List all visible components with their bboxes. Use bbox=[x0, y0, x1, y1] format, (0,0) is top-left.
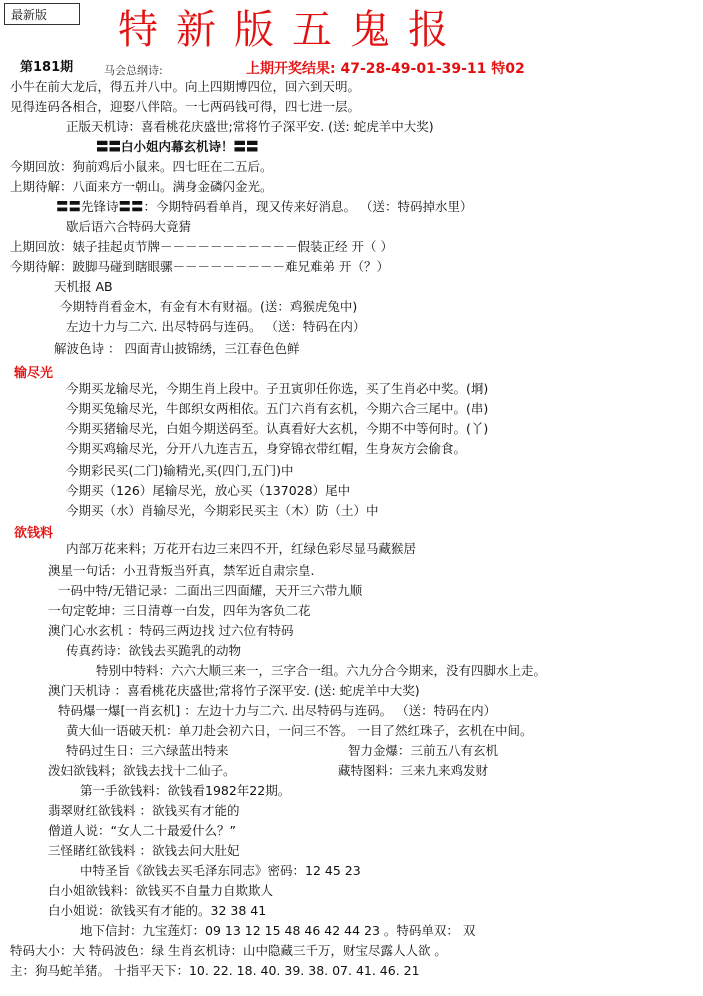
text-line: 今期彩民买(二门)输精光,买(四门,五门)中 bbox=[66, 463, 294, 478]
text-line: 白小姐说：欲钱买有才能的。32 38 41 bbox=[48, 903, 267, 918]
text-line: 特别中特料：六六大顺三来一，三字合一组。六九分合今期来，没有四脚水上走。 bbox=[96, 663, 547, 678]
issue-number: 第181期 bbox=[20, 60, 74, 75]
text-line: 翡翠财红欲钱料 ：欲钱买有才能的 bbox=[48, 803, 240, 818]
text-line: 主：狗马蛇羊猪。 十指平天下：10. 22. 18. 40. 39. 38. 07. 41. 46. 21 bbox=[10, 963, 420, 978]
text-line: 左边十力与二六. 出尽特码与连码。 （送：特码在内） bbox=[66, 319, 366, 334]
text-line: 内部万花来料；万花开右边三来四不开，红绿色彩尽显马藏猴居 bbox=[66, 541, 417, 556]
text-line: 智力金爆：三前五八有玄机 bbox=[348, 743, 499, 758]
text-line: 今期特肖看金木，有金有木有财福。(送：鸡猴虎兔中) bbox=[60, 299, 358, 314]
text-line: 僧道人说：“女人二十最爱什么？” bbox=[48, 823, 236, 838]
page-title: 特新版五鬼报 bbox=[118, 7, 466, 53]
text-line: 特码大小：大 特码波色：绿 生肖玄机诗：山中隐藏三千万，财宝尽露人人欲 。 bbox=[10, 943, 447, 958]
text-line: 传真药诗：欲钱去买跪乳的动物 bbox=[66, 643, 242, 658]
text-line: 见得连码各相合，迎娶八伴陪。一七两码钱可得，四七进一层。 bbox=[10, 99, 361, 114]
text-line: 歇后语六合特码大竟猜 bbox=[66, 219, 192, 234]
last-result: 上期开奖结果: 47-28-49-01-39-11 特02 bbox=[246, 61, 525, 77]
text-line: 〓〓白小姐内幕玄机诗！〓〓 bbox=[96, 139, 259, 154]
section-header-want: 欲钱料 bbox=[14, 526, 54, 541]
text-line: 〓〓先锋诗〓〓：今期特码看单肖，现又传来好消息。 （送：特码掉水里） bbox=[56, 199, 473, 214]
text-line: 黄大仙一语破天机：单刀赴会初六日，一问三不答。 一目了然红珠子，玄机在中间。 bbox=[66, 723, 533, 738]
text-line: 解波色诗 ： 四面青山披锦绣，三江春色色鲜 bbox=[54, 341, 300, 356]
text-line: 上期回放：婊子挂起贞节牌－－－－－－－－－－－假装正经 开（ ） bbox=[10, 239, 393, 254]
text-line: 藏特图料：三来九来鸡发财 bbox=[338, 763, 489, 778]
text-line: 特码爆一爆[一肖玄机] ：左边十力与二六. 出尽特码与连码。 （送：特码在内） bbox=[58, 703, 497, 718]
text-line: 一码中特/无错记录：二面出三四面耀，天开三六带九顺 bbox=[58, 583, 363, 598]
text-line: 今期买（126）尾输尽光，放心买（137028）尾中 bbox=[66, 483, 351, 498]
text-line: 中特圣旨《欲钱去买毛泽东同志》密码：12 45 23 bbox=[80, 863, 361, 878]
poem-header: 马会总纲诗: bbox=[104, 64, 163, 77]
text-line: 泼妇欲钱料；欲钱去找十二仙子。 bbox=[48, 763, 236, 778]
text-line: 澳门天机诗 ：喜看桃花庆盛世;常将竹子深平安. (送: 蛇虎羊中大奖) bbox=[48, 683, 420, 698]
text-line: 今期买（水）肖输尽光，今期彩民买主（木）防（土）中 bbox=[66, 503, 379, 518]
text-line: 今期买兔输尽光，牛郎织女两相依。五门六肖有玄机，今期六合三尾中。(串) bbox=[66, 401, 489, 416]
text-line: 今期待解：跛脚马碰到瞎眼骡－－－－－－－－－难兄难弟 开（？） bbox=[10, 259, 389, 274]
section-header-loss: 输尽光 bbox=[14, 366, 54, 381]
text-line: 一句定乾坤：三日清尊一白发，四年为客负二花 bbox=[48, 603, 311, 618]
text-line: 小牛在前大龙后，得五并八中。向上四期博四位，回六到天明。 bbox=[10, 79, 361, 94]
text-line: 今期买鸡输尽光，分开八九连吉五，身穿锦衣带红帽，生身灰方会偷食。 bbox=[66, 441, 467, 456]
text-line: 澳星一句话：小丑背叛当歼真，禁军近自肃宗皇. bbox=[48, 563, 315, 578]
text-line: 第一手欲钱料：欲钱看1982年22期。 bbox=[80, 783, 291, 798]
text-line: 特码过生日：三六绿蓝出特来 bbox=[66, 743, 229, 758]
edition-badge: 最新版 bbox=[4, 3, 80, 25]
text-line: 澳门心水玄机 ：特码三两边找 过六位有特码 bbox=[48, 623, 294, 638]
text-line: 今期回放：狗前鸡后小鼠来。四七旺在二五后。 bbox=[10, 159, 273, 174]
text-line: 地下信封：九宝莲灯：09 13 12 15 48 46 42 44 23 。特码单双： 双 bbox=[80, 923, 476, 938]
text-line: 天机报 AB bbox=[54, 279, 113, 294]
text-line: 今期买猪输尽光，白姐今期送码至。认真看好大玄机，今期不中等何时。(丫) bbox=[66, 421, 489, 436]
text-line: 白小姐欲钱料：欲钱买不自量力自欺欺人 bbox=[48, 883, 274, 898]
text-line: 上期待解：八面来方一朝山。满身金磷闪金光。 bbox=[10, 179, 273, 194]
text-line: 正版天机诗：喜看桃花庆盛世;常将竹子深平安. (送: 蛇虎羊中大奖) bbox=[66, 119, 434, 134]
text-line: 今期买龙输尽光，今期生肖上段中。子丑寅卯任你选，买了生肖必中奖。(埛) bbox=[66, 381, 489, 396]
text-line: 三怪睹红欲钱料 ：欲钱去问大肚妃 bbox=[48, 843, 240, 858]
